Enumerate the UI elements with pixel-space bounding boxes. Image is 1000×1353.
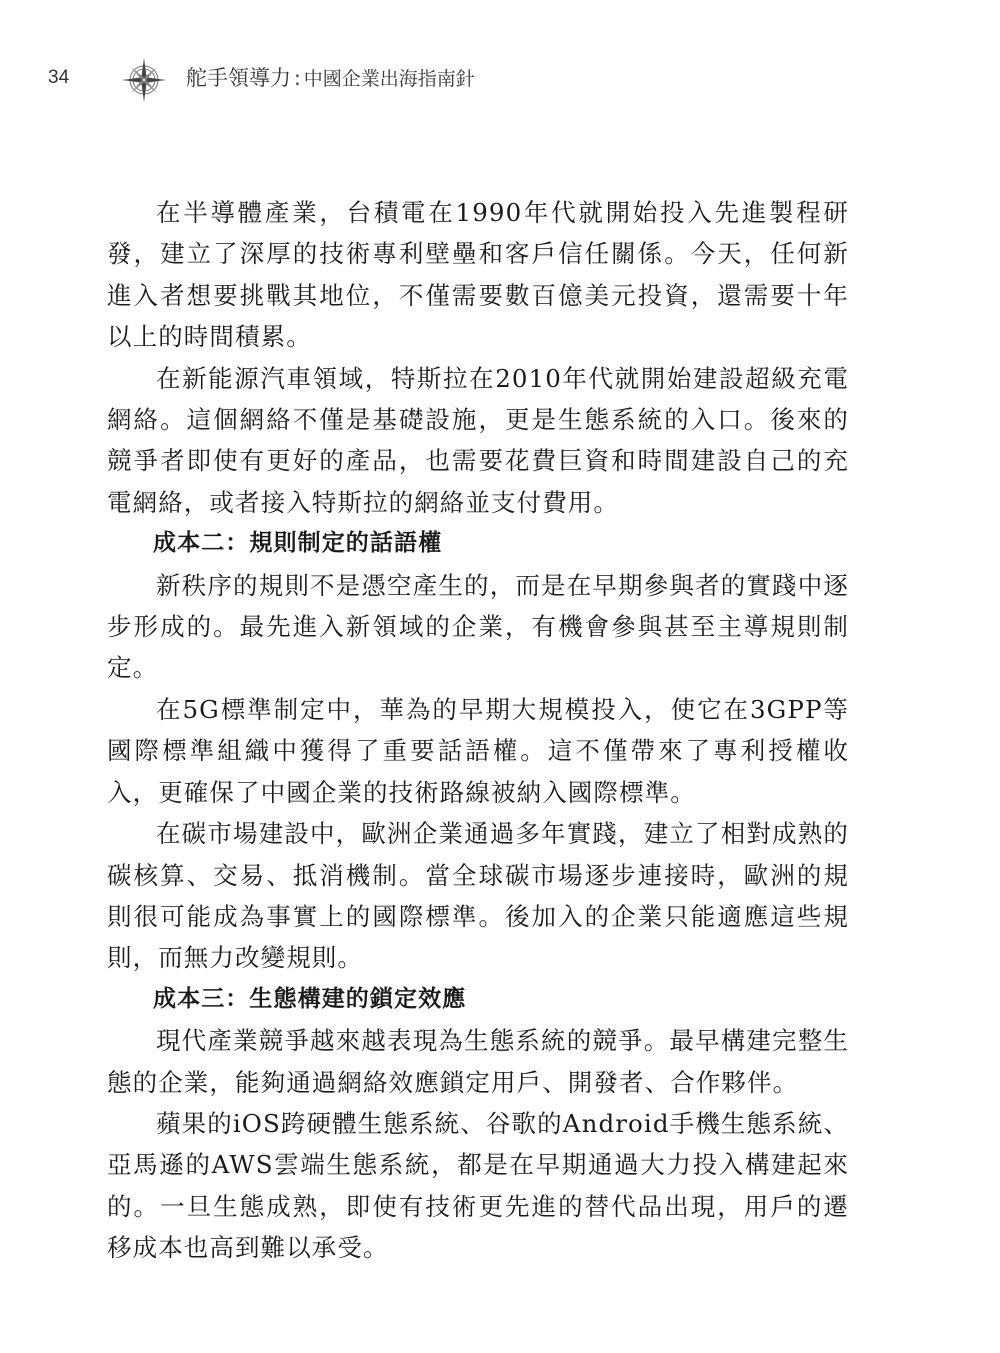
paragraph: 現代產業競爭越來越表現為生態系統的競爭。最早構建完整生態的企業，能夠通過網絡效應鎖定用戶、開發者、合作夥伴。 — [107, 1026, 849, 1097]
book-main-title: 舵手領導力 — [186, 66, 291, 90]
section-heading: 成本二：規則制定的話語權 — [153, 530, 443, 557]
body-text — [107, 192, 849, 1269]
book-title — [186, 62, 475, 92]
running-header — [0, 52, 1000, 108]
book-sub-title: 中國企業出海指南針 — [303, 68, 475, 90]
paragraph: 在碳市場建設中，歐洲企業通過多年實踐，建立了相對成熟的碳核算、交易、抵消機制。當全球碳市場逐步連接時，歐洲的規則很可能成為事實上的國際標準。後加入的企業只能適應這些規則，而無力改變規則。 — [107, 819, 849, 973]
paragraph: 在5G標準制定中，華為的早期大規模投入，使它在3GPP等國際標準組織中獲得了重要話語權。這不僅帶來了專利授權收入，更確保了中國企業的技術路線被納入國際標準。 — [107, 694, 849, 807]
paragraph: 蘋果的iOS跨硬體生態系統、谷歌的Android手機生態系統、亞馬遜的AWS雲端生態系統，都是在早期通過大力投入構建起來的。一旦生態成熟，即使有技術更先進的替代品出現，用戶的遷移成本也高到難以承受。 — [107, 1108, 849, 1263]
paragraph: 在半導體產業，台積電在1990年代就開始投入先進製程研發，建立了深厚的技術專利壁壘和客戶信任關係。今天，任何新進入者想要挑戰其地位，不僅需要數百億美元投資，還需要十年以上的時間積累。 — [107, 198, 849, 352]
title-separator: : — [294, 66, 301, 90]
section-heading: 成本三：生態構建的鎖定效應 — [153, 985, 467, 1012]
page-number: 34 — [48, 67, 70, 88]
paragraph: 新秩序的規則不是憑空產生的，而是在早期參與者的實踐中逐步形成的。最先進入新領域的企業，有機會參與甚至主導規則制定。 — [107, 570, 849, 683]
compass-rose-icon — [116, 52, 172, 108]
paragraph: 在新能源汽車領域，特斯拉在2010年代就開始建設超級充電網絡。這個網絡不僅是基礎設施，更是生態系統的入口。後來的競爭者即使有更好的產品，也需要花費巨資和時間建設自己的充電網絡，或者接入特斯拉的網絡並支付費用。 — [107, 363, 849, 517]
